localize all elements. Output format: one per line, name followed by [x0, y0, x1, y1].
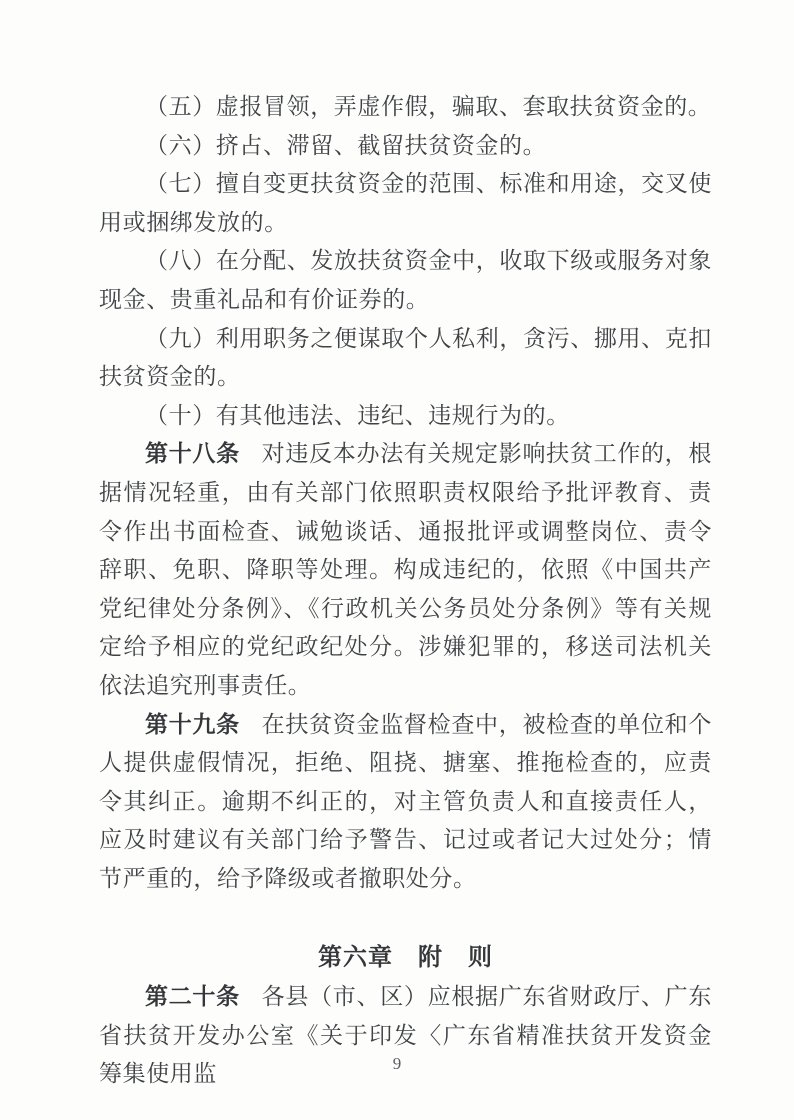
clause-item-5: （五）虚报冒领，弄虚作假，骗取、套取扶贫资金的。 [145, 94, 712, 119]
article-20-number: 第二十条 [145, 984, 240, 1010]
article-20-text: 各县（市、区）应根据广东省财政厅、广东省扶贫开发办公室《关于印发〈广东省精准扶贫开发资金筹集使用监 [99, 984, 712, 1087]
clause-item-8: （八）在分配、发放扶贫资金中，收取下级或服务对象现金、贵重礼品和有价证券的。 [99, 248, 712, 312]
page-number: 9 [392, 1054, 402, 1073]
document-body [99, 88, 712, 1094]
clause-item-9: （九）利用职务之便谋取个人私利，贪污、挪用、克扣扶贫资金的。 [99, 325, 712, 390]
article-18-number: 第十八条 [145, 441, 240, 467]
article-19-number: 第十九条 [145, 711, 240, 737]
article-18-text: 对违反本办法有关规定影响扶贫工作的，根据情况轻重，由有关部门依照职责权限给予批评教育、责令作出书面检查、诫勉谈话、通报批评或调整岗位、责令辞职、免职、降职等处理。构成违纪的，依照《中国共产党纪律处分条例》、《行政机关公务员处分条例》等有关规定给予相应的党纪政纪处分。涉嫌犯罪的，移送司法机关依法追究刑事责任。 [99, 441, 712, 698]
clause-item-6: （六）挤占、滞留、截留扶贫资金的。 [145, 132, 547, 158]
clause-item-10: （十）有其他违法、违纪、违规行为的。 [145, 402, 570, 428]
article-20 [99, 978, 712, 1094]
page-footer [0, 1054, 794, 1074]
article-19-text: 在扶贫资金监督检查中，被检查的单位和个人提供虚假情况，拒绝、阻挠、搪塞、推拖检查的，应责令其纠正。逾期不纠正的，对主管负责人和直接责任人，应及时建议有关部门给予警告、记过或者记大过处分；情节严重的，给予降级或者撤职处分。 [99, 711, 712, 891]
article-19 [99, 706, 712, 899]
chapter-6-heading: 第六章 附 则 [318, 945, 493, 972]
clause-item-7: （七）擅自变更扶贫资金的范围、标准和用途，交叉使用或捆绑发放的。 [99, 171, 712, 235]
article-18 [99, 435, 712, 705]
